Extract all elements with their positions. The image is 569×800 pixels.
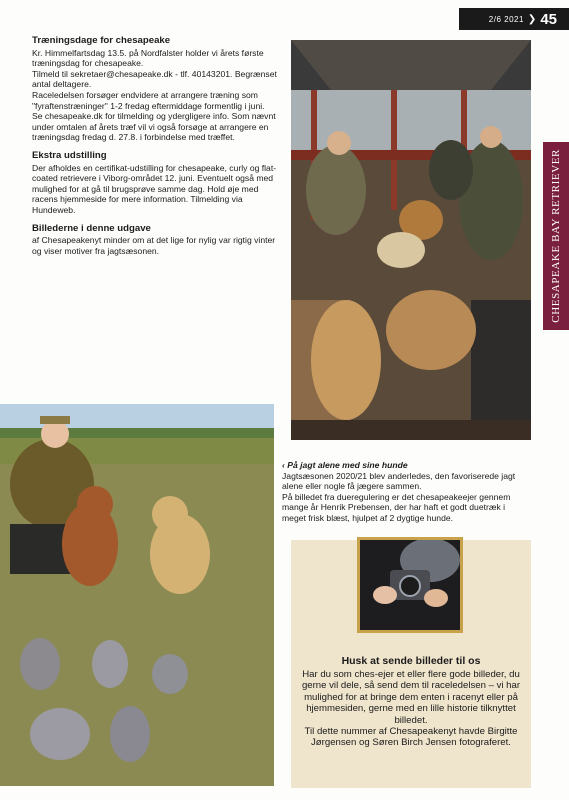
paragraph: Raceledelsen forsøger endvidere at arrangere træning som "fyraftenstræninger" 1-2 fredag eftermiddage formentlig i juni. [32,89,265,111]
section-side-tab [543,142,569,330]
callout-body [301,669,521,749]
paragraph: Se chesapeake.dk for tilmelding og ydergligere info. Som nævnt under omtalen af årets træf vil vi også forsøge at arrangere en træningsdag fredag d. 27.8. i forbindelse med træffet. [32,111,276,143]
camera-photo [357,537,463,633]
section-heading-exhibition: Ekstra udstilling [32,149,107,161]
issue-header-tab [459,8,569,30]
photo-caption [282,460,522,524]
arrow-icon: ❯ [527,13,537,25]
callout-text: Har du som ches-ejer et eller flere gode billeder, du gerne vil dele, så send dem til raceledelsen – vi har mulighed for at bringe dem enten i racenyt eller på hjemmesiden, gerne med en lille historie tilknyttet billedet. [301,669,521,726]
photo-hunter-two-dogs [0,404,274,786]
page-number: 45 [540,10,557,28]
photo-hunters-wagon [291,40,531,440]
issue-date: 2/6 2021 [488,14,524,24]
paragraph: af Chesapeakenyt minder om at det lige for nylig var rigtig vinter og viser motiver fra jagtsæsonen. [32,235,276,256]
section-heading-photos: Billederne i denne udgave [32,222,151,234]
callout-text: Til dette nummer af Chesapeakenyt havde Birgitte Jørgensen og Søren Birch Jensen fotograferet. [304,726,518,749]
caption-chevron-icon: ‹ [282,460,288,470]
paragraph: Der afholdes en certifikat-udstilling for chesapeake, curly og flat-coated retrievere i Viborg-området 12. juni. Eventuelt også med mulighed for at gå til brugsprøve samme dag. Hold øje med racens hjemmeside for mere information. Tilmelding via Hundeweb. [32,162,277,215]
article-column [32,36,278,256]
paragraph: Tilmeld til sekretaer@chesapeake.dk - tlf. 40143201. Begrænset antal deltagere. [32,68,277,90]
callout-title: Husk at sende billeder til os [341,655,481,667]
caption-heading: På jagt alene med sine hunde [287,460,408,470]
paragraph: Kr. Himmelfartsdag 13.5. på Nordfalster holder vi årets første træningsdag for chesapeake. [32,47,264,69]
section-side-label: CHESAPEAKE BAY RETRIEVER [550,149,562,323]
caption-line: Jagtsæsonen 2020/21 blev anderledes, den favoriserede jagt alene eller nogle få jægere sammen. [282,470,516,492]
section-heading-training: Træningsdage for chesapeake [32,35,171,46]
caption-line: På billedet fra dueregulering er det chesapeakeejer gennem mange år Henrik Prebensen, der har haft et godt duetræk i meget frisk blæst, hjulpet af 2 dygtige hunde. [282,491,511,523]
